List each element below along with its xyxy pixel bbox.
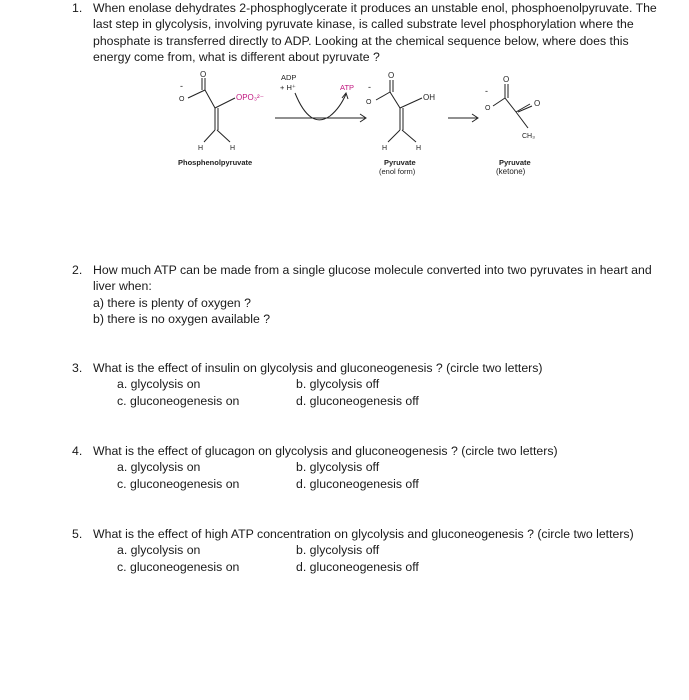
- atp-label: ATP: [340, 83, 355, 92]
- question-3-option-c[interactable]: c. gluconeogenesis on: [117, 394, 240, 409]
- question-3: [72, 360, 662, 410]
- question-3-text: What is the effect of insulin on glycolysis and gluconeogenesis ? (circle two letters): [93, 361, 543, 375]
- ket-o-top: O: [503, 75, 510, 84]
- pyr-h-left: H: [382, 145, 388, 152]
- pyr-o-minus: O: [366, 99, 372, 106]
- question-4-option-d[interactable]: d. gluconeogenesis off: [296, 477, 419, 492]
- pyruvate-enol-structure: [376, 80, 422, 142]
- question-3-option-d[interactable]: d. gluconeogenesis off: [296, 394, 419, 409]
- question-2-option-a: a) there is plenty of oxygen ?: [93, 295, 251, 310]
- pep-name-label: Phosphenolpyruvate: [178, 158, 253, 167]
- question-5: [72, 526, 662, 576]
- pep-o-minus: O: [179, 96, 185, 103]
- pyr-h-right: H: [416, 145, 422, 152]
- question-4: [72, 443, 662, 493]
- ket-o-label: O: [534, 99, 541, 108]
- reaction-arrow-2: [448, 114, 478, 122]
- pyr-minus: -: [368, 82, 371, 92]
- question-2-number: 2.: [72, 263, 83, 277]
- question-2-option-b: b) there is no oxygen available ?: [93, 312, 271, 327]
- question-2: [72, 262, 662, 328]
- question-5-options: [72, 542, 662, 576]
- pyr-oh-label: OH: [423, 93, 435, 102]
- question-3-option-b[interactable]: b. glycolysis off: [296, 377, 380, 392]
- ket-sub-label: (ketone): [496, 167, 526, 176]
- adp-label: ADP: [281, 73, 297, 82]
- h-plus-label: + H⁺: [280, 83, 296, 92]
- ket-ch3-label: CH₃: [522, 133, 535, 140]
- question-4-text: What is the effect of glucagon on glycolysis and gluconeogenesis ? (circle two letters): [93, 444, 558, 458]
- pyruvate-ketone-structure: [493, 84, 532, 128]
- question-3-option-a[interactable]: a. glycolysis on: [117, 377, 201, 392]
- question-5-number: 5.: [72, 527, 83, 541]
- pep-h-left: H: [198, 145, 204, 152]
- pyr-sub-label: (enol form): [379, 167, 416, 176]
- question-5-option-d[interactable]: d. gluconeogenesis off: [296, 560, 419, 575]
- ket-minus: -: [485, 86, 488, 96]
- pep-minus: -: [180, 81, 183, 91]
- ket-name-label: Pyruvate: [499, 158, 531, 167]
- question-5-text: What is the effect of high ATP concentration on glycolysis and gluconeogenesis ? (circle two letters): [93, 527, 634, 541]
- question-5-option-a[interactable]: a. glycolysis on: [117, 543, 201, 558]
- phosphoenolpyruvate-structure: [188, 78, 235, 142]
- pep-h-right: H: [230, 145, 236, 152]
- question-2-text: How much ATP can be made from a single glucose molecule converted into two pyruvates in heart and liver when:: [93, 263, 652, 294]
- pep-opo3-label: OPO₃²⁻: [236, 93, 264, 102]
- glycolysis-diagram: [160, 68, 580, 188]
- question-5-option-b[interactable]: b. glycolysis off: [296, 543, 380, 558]
- question-1: [72, 0, 662, 66]
- question-3-options: [72, 376, 662, 410]
- question-1-number: 1.: [72, 1, 83, 15]
- pyr-name-label: Pyruvate: [384, 158, 416, 167]
- question-5-option-c[interactable]: c. gluconeogenesis on: [117, 560, 240, 575]
- chemical-sequence-svg: [160, 68, 580, 188]
- reaction-arrow-1: [275, 93, 366, 122]
- question-1-text: When enolase dehydrates 2-phosphoglycerate it produces an unstable enol, phosphoenolpyruvate. The last step in glycolysis, involving pyruvate kinase, is called substrate level phosphorylation where the phosphate is transferred directly to ADP. Looking at the chemical sequence below, where does this energy come from, what is different about pyruvate ?: [93, 1, 657, 65]
- question-4-option-c[interactable]: c. gluconeogenesis on: [117, 477, 240, 492]
- question-4-options: [72, 459, 662, 493]
- pyr-o-top: O: [388, 71, 395, 80]
- question-4-number: 4.: [72, 444, 83, 458]
- question-4-option-b[interactable]: b. glycolysis off: [296, 460, 380, 475]
- ket-o-minus: O: [485, 105, 491, 112]
- question-3-number: 3.: [72, 361, 83, 375]
- question-4-option-a[interactable]: a. glycolysis on: [117, 460, 201, 475]
- pep-o-top: O: [200, 70, 207, 79]
